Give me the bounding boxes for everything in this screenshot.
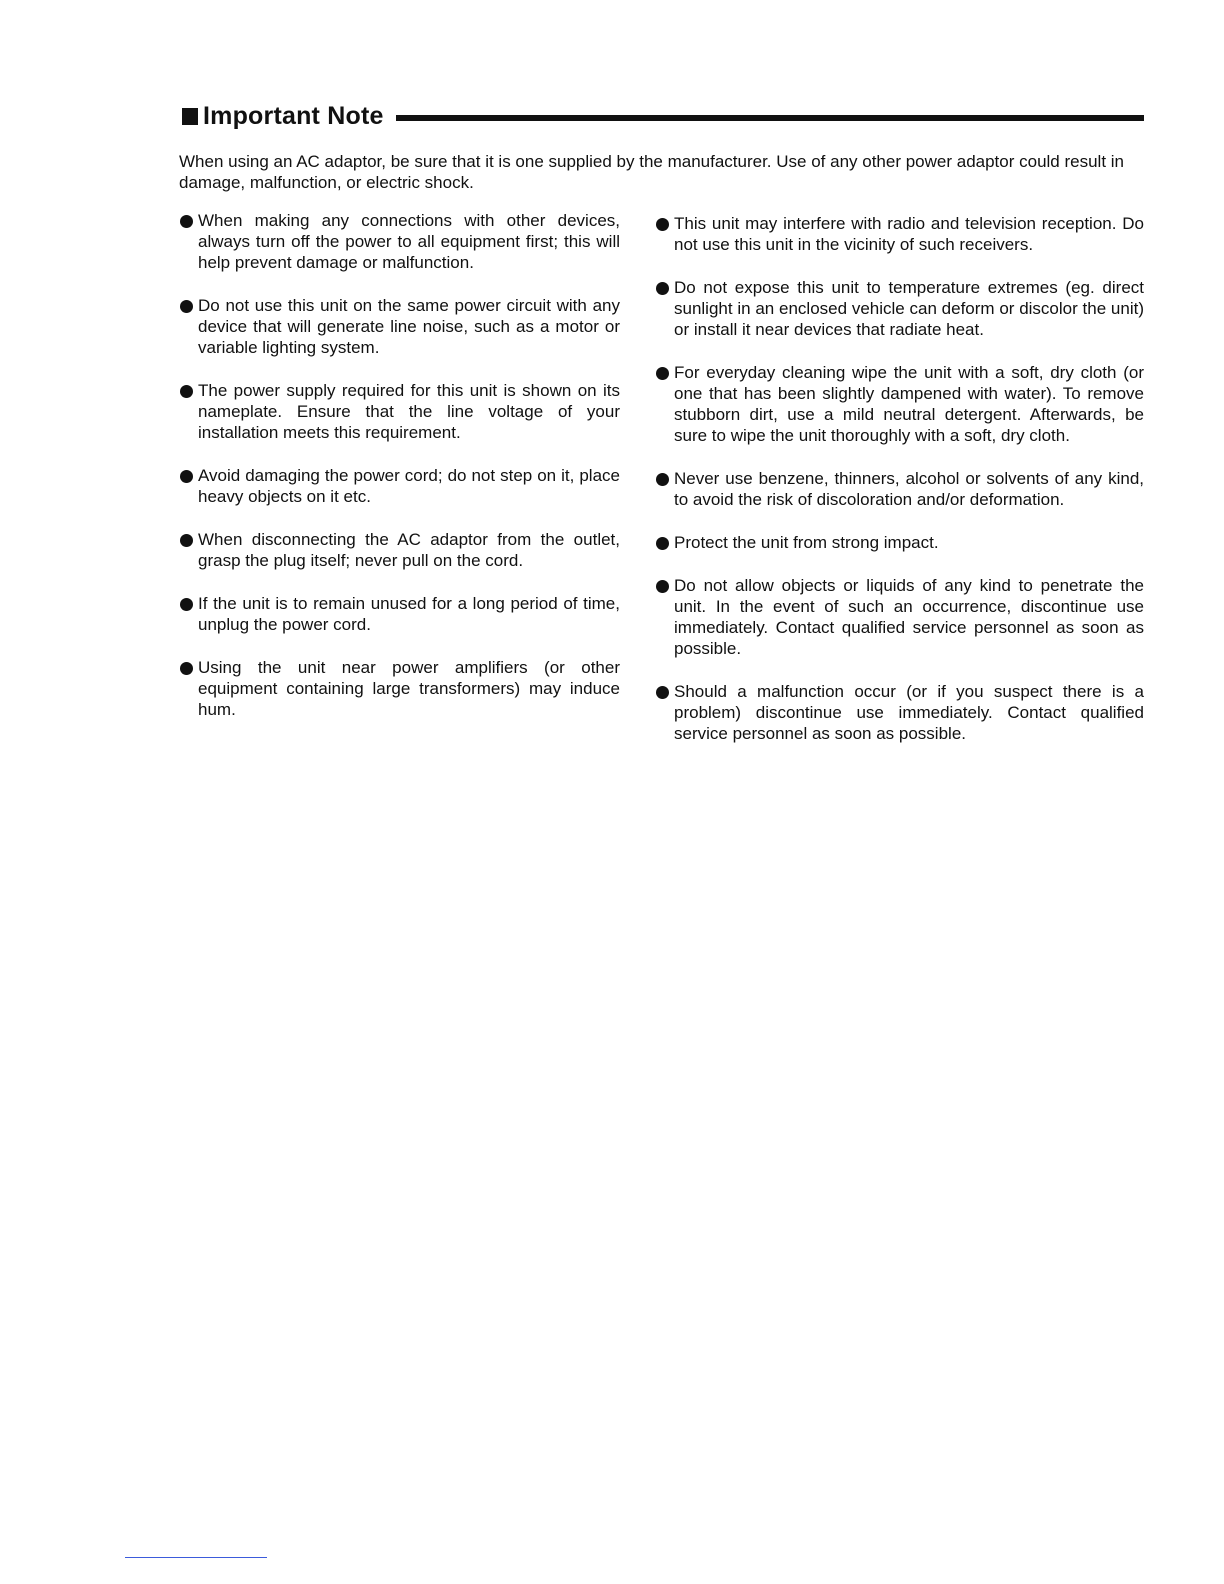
list-item xyxy=(180,465,620,507)
list-item xyxy=(656,362,1144,446)
list-item-text: When making any connections with other devices, always turn off the power to all equipment first; this will help prevent damage or malfunction. xyxy=(198,211,620,272)
bullet-icon xyxy=(656,580,669,593)
list-item xyxy=(656,681,1144,744)
bullet-icon xyxy=(180,300,193,313)
list-item-text: When disconnecting the AC adaptor from the outlet, grasp the plug itself; never pull on the cord. xyxy=(198,530,620,570)
intro-paragraph: When using an AC adaptor, be sure that it is one supplied by the manufacturer. Use of any other power adaptor could result in damage, malfunction, or electric shock. xyxy=(179,152,1125,192)
heading-rule xyxy=(396,115,1144,121)
bullet-icon xyxy=(180,662,193,675)
bullet-icon xyxy=(180,598,193,611)
bullet-icon xyxy=(656,282,669,295)
bullet-icon xyxy=(656,367,669,380)
list-item xyxy=(180,295,620,358)
heading-square-marker xyxy=(182,108,198,125)
list-item-text: Do not expose this unit to temperature extremes (eg. direct sunlight in an enclosed vehicle can deform or discolor the unit) or install it near devices that radiate heat. xyxy=(674,278,1144,339)
list-item-text: Do not allow objects or liquids of any kind to penetrate the unit. In the event of such an occurrence, discontinue use immediately. Contact qualified service personnel as soon as possible. xyxy=(674,576,1144,658)
list-item xyxy=(656,575,1144,659)
list-item xyxy=(656,532,1144,553)
list-item-text: Should a malfunction occur (or if you suspect there is a problem) discontinue use immediately. Contact qualified service personnel as soon as possible. xyxy=(674,682,1144,743)
list-item xyxy=(656,468,1144,510)
bullet-icon xyxy=(180,470,193,483)
list-item-text: Using the unit near power amplifiers (or other equipment containing large transformers) may induce hum. xyxy=(198,658,620,719)
list-item xyxy=(180,529,620,571)
left-column-list xyxy=(180,210,620,720)
list-item xyxy=(656,213,1144,255)
list-item xyxy=(180,657,620,720)
bullet-icon xyxy=(656,537,669,550)
list-item-text: If the unit is to remain unused for a long period of time, unplug the power cord. xyxy=(198,594,620,634)
list-item-text: Never use benzene, thinners, alcohol or solvents of any kind, to avoid the risk of discoloration and/or deformation. xyxy=(674,469,1144,509)
section-heading xyxy=(182,98,1144,134)
list-item-text: Do not use this unit on the same power circuit with any device that will generate line noise, such as a motor or variable lighting system. xyxy=(198,296,620,357)
footer-divider xyxy=(125,1557,267,1558)
bullet-icon xyxy=(656,473,669,486)
bullet-icon xyxy=(656,686,669,699)
bullet-icon xyxy=(180,215,193,228)
list-item xyxy=(180,210,620,273)
list-item xyxy=(656,277,1144,340)
bullet-icon xyxy=(656,218,669,231)
list-item-text: Avoid damaging the power cord; do not step on it, place heavy objects on it etc. xyxy=(198,466,620,506)
bullet-icon xyxy=(180,534,193,547)
list-item-text: Protect the unit from strong impact. xyxy=(674,533,939,552)
list-item xyxy=(180,380,620,443)
heading-title: Important Note xyxy=(203,101,384,130)
right-column-list xyxy=(656,210,1144,744)
bullet-icon xyxy=(180,385,193,398)
list-item-text: The power supply required for this unit is shown on its nameplate. Ensure that the line voltage of your installation meets this requirement. xyxy=(198,381,620,442)
list-item xyxy=(180,593,620,635)
list-item-text: This unit may interfere with radio and television reception. Do not use this unit in the vicinity of such receivers. xyxy=(674,214,1144,254)
list-item-text: For everyday cleaning wipe the unit with a soft, dry cloth (or one that has been slightly dampened with water). To remove stubborn dirt, use a mild neutral detergent. Afterwards, be sure to wipe the unit thoroughly with a soft, dry cloth. xyxy=(674,363,1144,445)
